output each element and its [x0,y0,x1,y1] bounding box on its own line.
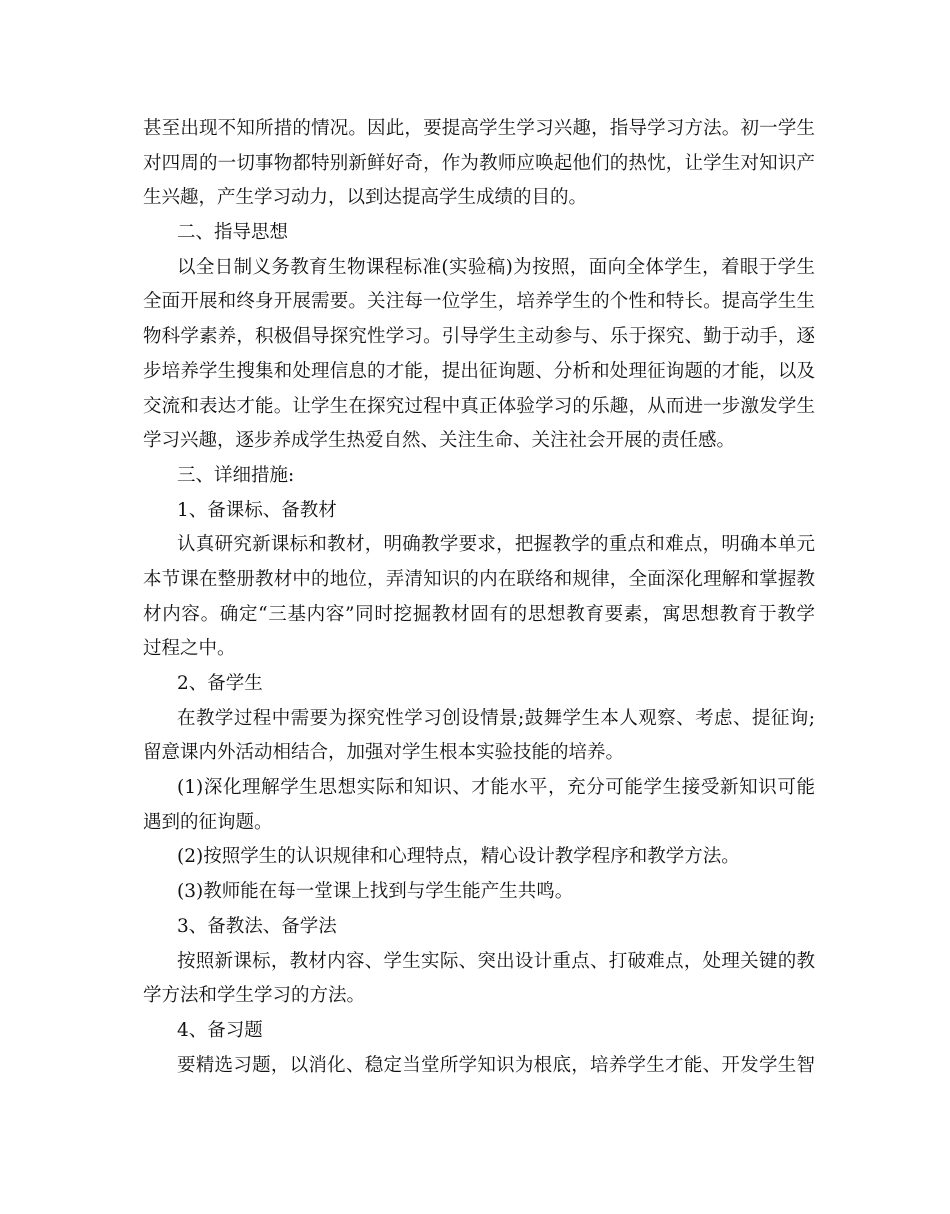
text-line: 甚至出现不知所措的情况。因此，要提高学生学习兴趣，指导学习方法。初一学生 [143,118,815,139]
text-line: 本节课在整册教材中的地位，弄清知识的内在联络和规律，全面深化理解和掌握教 [143,568,815,590]
text-line: 要精选习题，以消化、稳定当堂所学知识为根底，培养学生才能、开发学生智 [177,1054,815,1076]
text-line: 2、备学生 [177,673,263,694]
text-line: 遇到的征询题。 [143,811,273,833]
text-line: (1)深化理解学生思想实际和知识、才能水平，充分可能学生接受新知识可能 [177,777,815,799]
text-line: 留意课内外活动相结合，加强对学生根本实验技能的培养。 [143,742,625,764]
text-line: 三、详细措施: [177,464,295,486]
text-line: 物科学素养，积极倡导探究性学习。引导学生主动参与、乐于探究、勤于动手，逐 [143,326,815,348]
text-line: 以全日制义务教育生物课程标准(实验稿)为按照，面向全体学生，着眼于学生 [177,256,815,278]
text-line: 3、备教法、备学法 [177,915,337,937]
text-line: (2)按照学生的认识规律和心理特点，精心设计教学程序和教学方法。 [177,846,740,868]
document-body [143,112,815,1083]
text-line: 按照新课标，教材内容、学生实际、突出设计重点、打破难点，处理关键的教 [177,950,815,972]
text-line: 认真研究新课标和教材，明确教学要求，把握教学的重点和难点，明确本单元 [177,534,815,556]
text-line: 生兴趣，产生学习动力，以到达提高学生成绩的目的。 [143,187,588,209]
text-line: 在教学过程中需要为探究性学习创设情景;鼓舞学生本人观察、考虑、提征询; [177,707,815,729]
text-line: 材内容。确定“三基内容”同时挖掘教材固有的思想教育要素，寓思想教育于教学 [143,603,815,625]
text-line: 学习兴趣，逐步养成学生热爱自然、关注生命、关注社会开展的责任感。 [143,430,736,452]
text-line: 1、备课标、备教材 [177,499,337,521]
text-line: 过程之中。 [143,638,236,660]
text-line: 对四周的一切事物都特别新鲜好奇，作为教师应唤起他们的热忱，让学生对知识产 [143,152,815,174]
text-line: 4、备习题 [177,1019,263,1041]
text-line: 步培养学生搜集和处理信息的才能，提出征询题、分析和处理征询题的才能，以及 [143,360,815,382]
text-line: 二、指导思想 [177,222,289,244]
text-line: 学方法和学生学习的方法。 [143,985,366,1007]
text-line: 全面开展和终身开展需要。关注每一位学生，培养学生的个性和特长。提高学生生 [143,291,815,313]
text-line: (3)教师能在每一堂课上找到与学生能产生共鸣。 [177,881,574,903]
text-line: 交流和表达才能。让学生在探究过程中真正体验学习的乐趣，从而进一步激发学生 [143,395,815,417]
